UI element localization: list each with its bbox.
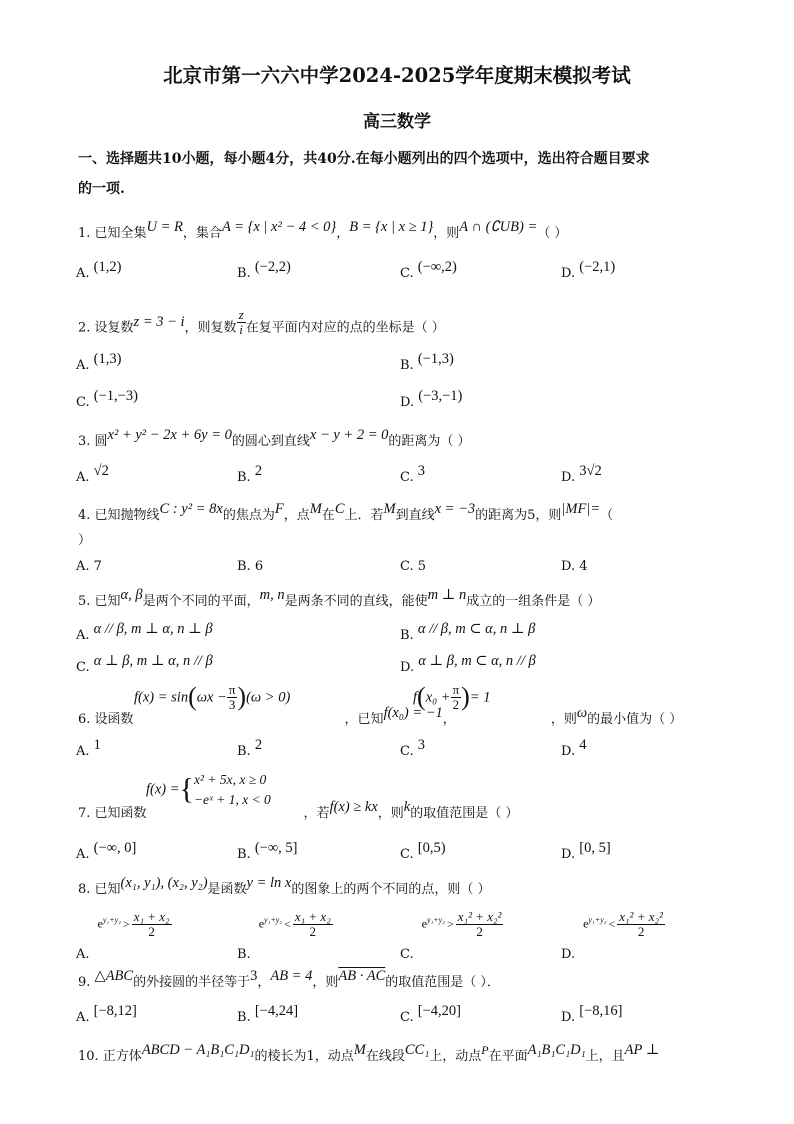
option-label: D. <box>561 847 576 862</box>
frac-den: 2 <box>309 923 317 939</box>
q8-exp: e <box>258 916 265 931</box>
q6-frac-pi-2 <box>451 683 462 711</box>
q1-text: ，集合 <box>182 226 222 241</box>
q8-rel: < <box>284 916 291 931</box>
option-math: √2 <box>93 463 109 479</box>
frac-num: x₁ + x₂ <box>294 909 331 924</box>
option-label: C. <box>400 470 414 485</box>
option-label: C. <box>400 559 414 574</box>
q3-text: 的圆心到直线 <box>231 434 310 449</box>
q9-option-c[interactable] <box>400 1003 461 1025</box>
option-math: 4 <box>579 737 587 753</box>
q1-text: （ ） <box>537 226 568 241</box>
q1-option-d[interactable] <box>561 259 616 281</box>
q8-exp-sup: y₁+y₂ <box>588 915 607 925</box>
q7-text: ，若 <box>303 806 330 821</box>
option-math: 6 <box>254 559 264 574</box>
q3-option-a[interactable] <box>76 463 109 485</box>
q6-math: f(x₀) = −1 <box>383 705 443 721</box>
option-math: α // β, m ⊂ α, n ⊥ β <box>417 621 536 637</box>
q9-option-d[interactable] <box>561 1003 623 1025</box>
option-math: 1 <box>93 737 101 753</box>
q8-exp: e <box>421 916 427 931</box>
frac-num: x₁ + x₂ <box>133 909 170 924</box>
q7-option-d[interactable] <box>561 840 611 862</box>
q2-option-d[interactable] <box>400 388 463 410</box>
q4-text: （ <box>600 508 614 523</box>
q9-vector-math: AB · AC <box>338 968 386 984</box>
q6-text: ，已知 <box>344 712 384 727</box>
frac-den: 2 <box>452 696 460 712</box>
option-math: 5 <box>417 559 427 574</box>
section-heading-line2: 的一项. <box>78 181 125 197</box>
option-label: B. <box>237 470 251 485</box>
option-label: C. <box>400 744 414 759</box>
option-math: (−2,2) <box>254 259 291 275</box>
q10-math: AP ⊥ <box>624 1042 660 1058</box>
q3-math: x − y + 2 = 0 <box>309 427 389 443</box>
q5-text: 是两条不同的直线，能使 <box>284 594 428 609</box>
q2-option-a[interactable] <box>76 351 122 373</box>
option-label: B. <box>237 559 251 574</box>
q1-option-c[interactable] <box>400 259 457 281</box>
q8-frac <box>293 910 333 938</box>
frac-den: 2 <box>637 923 645 939</box>
option-label: A. <box>76 628 90 643</box>
q4-option-b[interactable] <box>237 560 263 573</box>
q7-option-c[interactable] <box>400 840 446 862</box>
q8-option-b[interactable] <box>237 909 333 962</box>
q6-option-c[interactable] <box>400 737 426 759</box>
q3-math: x² + y² − 2x + 6y = 0 <box>107 427 232 443</box>
option-math: 3√2 <box>579 463 602 479</box>
q8-rel: < <box>608 916 616 931</box>
option-label: D. <box>561 744 576 759</box>
question-8 <box>78 875 491 897</box>
option-label: A. <box>76 1010 90 1025</box>
q4-text: 的距离为5，则 <box>475 508 562 523</box>
q10-text: 在线段 <box>365 1049 405 1064</box>
q6-option-a[interactable] <box>76 737 101 759</box>
q9-math: 3 <box>250 968 258 984</box>
option-label: B. <box>237 744 251 759</box>
option-label: A. <box>76 744 90 759</box>
option-label: B. <box>400 628 414 643</box>
option-math: (−1,−3) <box>93 388 138 404</box>
option-label: D. <box>561 266 576 281</box>
q4-math: C <box>334 501 345 517</box>
q5-text: 成立的一组条件是（ ） <box>466 594 601 609</box>
q8-option-a[interactable] <box>76 909 172 962</box>
option-label: A. <box>76 559 90 574</box>
option-math: (−1,3) <box>417 351 454 367</box>
q10-text: 上，动点 <box>429 1049 482 1064</box>
q6-math: ω <box>576 705 588 721</box>
section-heading-line1: 一、选择题共10小题，每小题4分，共40分.在每小题列出的四个选项中，选出符合题目要求 <box>78 151 650 167</box>
q7-option-a[interactable] <box>76 840 137 862</box>
q2-math: z = 3 − i <box>133 313 185 330</box>
option-label: D. <box>400 660 415 675</box>
option-math: 3 <box>417 737 426 753</box>
q10-text: 的棱长为1，动点 <box>254 1049 354 1064</box>
option-label: A. <box>76 470 90 485</box>
q7-math: k <box>403 799 411 815</box>
q10-text: 10. 正方体 <box>78 1049 142 1064</box>
option-math: 3 <box>417 463 426 479</box>
q4-text: 的焦点为 <box>222 508 275 523</box>
q4-math: C : y² = 8x <box>159 501 223 517</box>
q8-option-d[interactable] <box>561 909 665 962</box>
option-label: A. <box>76 946 90 962</box>
q10-math: M <box>353 1042 366 1058</box>
q4-math: F <box>274 501 284 517</box>
option-label: C. <box>400 847 414 862</box>
q2-frac-num: z <box>238 307 244 322</box>
q4-math: x = −3 <box>434 501 476 517</box>
q4-option-a[interactable] <box>76 560 102 573</box>
paren: ( <box>188 682 197 712</box>
q8-frac <box>456 910 504 938</box>
frac-den: 2 <box>476 923 483 939</box>
q9-math: △ABC <box>94 968 134 984</box>
q7-math: f(x) ≥ kx <box>329 799 378 815</box>
option-label: D. <box>561 470 576 485</box>
q10-math: P <box>481 1043 489 1057</box>
q8-rel: > <box>447 916 454 931</box>
option-label: B. <box>400 358 414 373</box>
q5-math: α, β <box>120 587 143 603</box>
option-math: 2 <box>254 463 263 479</box>
q5-math: m, n <box>259 587 285 603</box>
option-math: [−4,24] <box>254 1003 299 1019</box>
q2-text: 在复平面内对应的点的坐标是（ ） <box>245 320 445 336</box>
question-9 <box>78 968 500 990</box>
q4-math: M <box>383 501 396 517</box>
q5-option-d[interactable] <box>400 653 536 675</box>
q8-exp-sup: y₁+y₂ <box>264 915 283 925</box>
q5-option-b[interactable] <box>400 621 536 643</box>
option-math: α // β, m ⊥ α, n ⊥ β <box>93 621 213 637</box>
q7-piecewise <box>146 770 271 809</box>
q6-text: ， <box>442 712 456 727</box>
q6-math: ωx − <box>196 689 227 706</box>
option-label: B. <box>237 847 251 862</box>
option-label: C. <box>76 395 90 410</box>
question-10 <box>78 1042 660 1064</box>
option-label: C. <box>400 946 414 962</box>
q4-text: 在 <box>321 508 335 523</box>
option-label: B. <box>237 266 251 281</box>
option-label: D. <box>561 1010 576 1025</box>
q1-math: A ∩ (∁UB) = <box>459 219 538 235</box>
q4-text-wrap: ） <box>78 533 92 548</box>
q1-math: U = R <box>146 219 183 235</box>
q8-text: 的图象上的两个不同的点，则（ ） <box>291 882 491 897</box>
frac-num: x₁² + x₂² <box>619 909 663 924</box>
option-label: D. <box>561 559 576 574</box>
exam-subtitle: 高三数学 <box>363 112 431 132</box>
frac-den: 3 <box>228 696 236 712</box>
q8-exp-sup: y₁+y₂ <box>426 915 446 925</box>
q4-math: |MF|= <box>561 501 601 517</box>
q6-frac-pi-3 <box>227 683 238 711</box>
option-math: 4 <box>579 559 588 574</box>
q2-fraction <box>237 308 246 336</box>
q10-math: A₁B₁C₁D₁ <box>527 1042 586 1058</box>
option-math: [0,5) <box>417 840 446 856</box>
q10-math: ABCD − A₁B₁C₁D₁ <box>141 1042 255 1058</box>
option-math: [−8,16] <box>579 1003 623 1019</box>
q7-case-2: −eˣ + 1, x < 0 <box>193 791 271 807</box>
q6-text: 6. 设函数 <box>78 712 134 727</box>
q7-case-1: x² + 5x, x ≥ 0 <box>193 772 267 787</box>
q9-option-b[interactable] <box>237 1003 299 1025</box>
q7-text: 的取值范围是（ ） <box>410 806 519 821</box>
option-label: B. <box>237 1010 251 1025</box>
q1-math: B = {x | x ≥ 1} <box>349 219 434 235</box>
question-4 <box>78 501 614 523</box>
q9-text: ， <box>257 975 271 990</box>
q9-option-a[interactable] <box>76 1003 137 1025</box>
q5-math: m ⊥ n <box>427 587 467 603</box>
option-math: α ⊥ β, m ⊂ α, n // β <box>418 653 536 669</box>
q8-exp-sup: y₁+y₂ <box>102 915 121 925</box>
paren: ( <box>417 682 426 712</box>
option-math: (−3,−1) <box>418 388 463 404</box>
option-label: C. <box>400 1010 414 1025</box>
q6-text: 的最小值为（ ） <box>587 712 683 727</box>
option-math: [−8,12] <box>93 1003 137 1019</box>
frac-num: π <box>228 682 236 697</box>
q8-exp: e <box>97 916 103 931</box>
q2-option-c[interactable] <box>76 388 138 410</box>
q10-text: 在平面 <box>488 1049 528 1064</box>
question-1 <box>78 219 568 241</box>
q3-option-d[interactable] <box>561 463 602 485</box>
option-label: C. <box>76 660 90 675</box>
q7-text: 7. 已知函数 <box>78 806 147 821</box>
option-label: D. <box>561 946 576 962</box>
q6-math: f <box>413 689 418 706</box>
q4-math: M <box>309 501 322 517</box>
q1-text: ，则 <box>433 226 460 241</box>
q10-math: CC₁ <box>404 1042 430 1058</box>
q8-option-c[interactable] <box>400 909 503 962</box>
q9-text: 9. <box>78 975 91 990</box>
q1-math: A = {x | x² − 4 < 0} <box>221 219 337 235</box>
option-math: (−2,1) <box>579 259 616 275</box>
option-math: (−∞,2) <box>417 259 457 275</box>
q8-frac <box>132 910 172 938</box>
option-math: (−∞, 5] <box>254 840 298 856</box>
q2-text: 2. 设复数 <box>78 320 134 336</box>
option-math: [−4,20] <box>417 1003 461 1019</box>
option-math: (−∞, 0] <box>93 840 137 856</box>
q4-text: 4. 已知抛物线 <box>78 508 160 523</box>
q9-text: ，则 <box>312 975 339 990</box>
option-math: (1,3) <box>93 351 122 367</box>
frac-num: x₁² + x₂² <box>457 909 502 924</box>
q6-math: x₀ + <box>425 689 451 706</box>
q6-option-d[interactable] <box>561 737 587 759</box>
paren: ) <box>461 682 470 712</box>
q3-text: 3. 圆 <box>78 434 108 449</box>
q9-text: 的取值范围是（ ）． <box>385 975 500 990</box>
option-label: A. <box>76 358 90 373</box>
q1-option-a[interactable] <box>76 259 122 281</box>
q2-option-b[interactable] <box>400 351 454 373</box>
q8-exp: e <box>583 916 589 931</box>
q6-formula-main <box>134 683 290 711</box>
q7-option-b[interactable] <box>237 840 298 862</box>
q5-option-a[interactable] <box>76 621 213 643</box>
q5-option-c[interactable] <box>76 653 213 675</box>
question-5 <box>78 587 601 609</box>
option-math: (1,2) <box>93 259 122 275</box>
q6-text: ，则 <box>550 712 577 727</box>
q6-math: f(x) = sin <box>134 689 189 706</box>
q3-option-c[interactable] <box>400 463 426 485</box>
q8-frac <box>617 910 665 938</box>
q7-cases <box>194 770 271 809</box>
q1-option-b[interactable] <box>237 259 291 281</box>
q8-rel: > <box>122 916 130 931</box>
option-math: [0, 5] <box>579 840 611 856</box>
q4-option-c[interactable] <box>400 560 426 573</box>
frac-den: 2 <box>148 923 155 939</box>
question-2 <box>78 307 445 342</box>
question-6 <box>78 705 683 727</box>
option-math: 7 <box>93 559 102 574</box>
option-label: A. <box>76 266 90 281</box>
q10-text: 上，且 <box>585 1049 625 1064</box>
q8-math: y = ln x <box>246 875 292 891</box>
q7-text: ，则 <box>377 806 404 821</box>
paren: ) <box>237 682 247 712</box>
q8-text: 8. 已知 <box>78 882 121 897</box>
question-3 <box>78 427 471 449</box>
q6-math: = 1 <box>469 689 491 706</box>
exam-title: 北京市第一六六中学2024-2025学年度期末模拟考试 <box>163 64 631 87</box>
q8-text: 是函数 <box>207 882 247 897</box>
q2-frac-den: i <box>239 321 243 337</box>
q9-math: AB = 4 <box>270 968 313 984</box>
q5-text: 5. 已知 <box>78 594 121 609</box>
q4-option-d[interactable] <box>561 560 588 573</box>
q8-math: (x₁, y₁), (x₂, y₂) <box>120 875 208 891</box>
q4-text: 到直线 <box>395 508 435 523</box>
q1-text: 1. 已知全集 <box>78 226 147 241</box>
option-math: α ⊥ β, m ⊥ α, n // β <box>93 653 213 669</box>
option-label: D. <box>400 395 415 410</box>
q6-option-b[interactable] <box>237 737 263 759</box>
q7-math: f(x) = <box>146 781 180 798</box>
q6-math: (ω > 0) <box>246 689 291 706</box>
option-label: B. <box>237 946 251 962</box>
q3-option-b[interactable] <box>237 463 263 485</box>
option-label: C. <box>400 266 414 281</box>
q1-text: ， <box>336 226 350 241</box>
q4-text: 上．若 <box>344 508 384 523</box>
option-math: 2 <box>254 737 263 753</box>
frac-num: π <box>452 682 460 697</box>
q4-text: ，点 <box>283 508 310 523</box>
q9-text: 的外接圆的半径等于 <box>133 975 251 990</box>
q2-text: ，则复数 <box>184 320 237 336</box>
option-label: A. <box>76 847 90 862</box>
q7-brace: { <box>179 772 194 806</box>
q3-text: 的距离为（ ） <box>388 434 471 449</box>
q5-text: 是两个不同的平面， <box>142 594 260 609</box>
